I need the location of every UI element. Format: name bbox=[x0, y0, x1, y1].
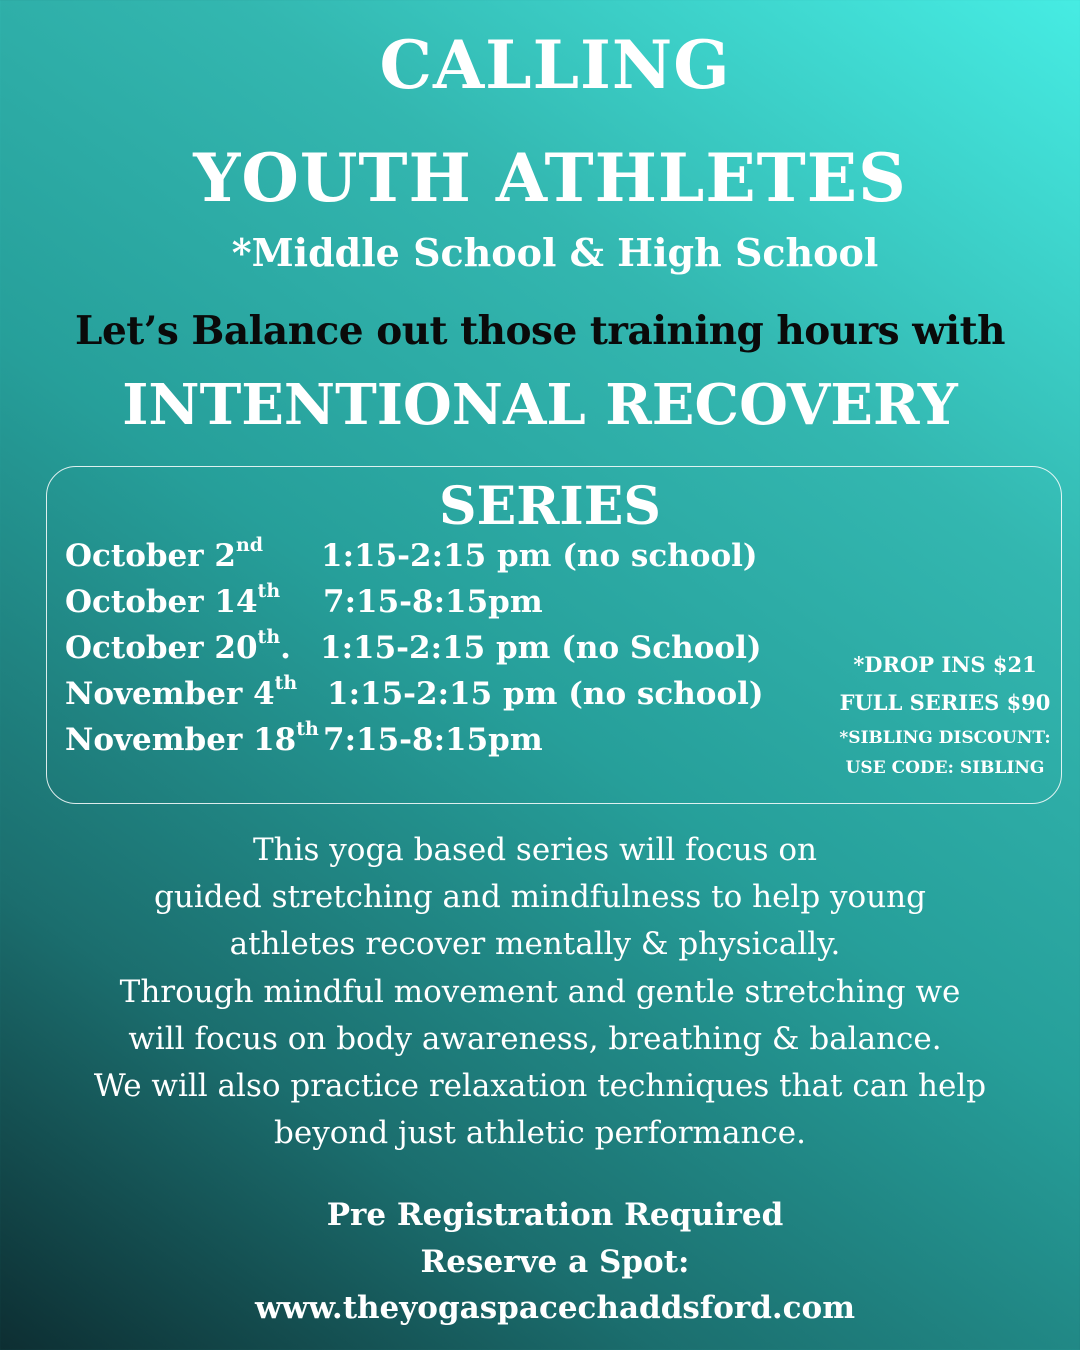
description-line: athletes recover mentally & physically. bbox=[229, 926, 841, 962]
session-time: 1:15-2:15 pm (no school) bbox=[327, 676, 764, 712]
full-series-price: FULL SERIES $90 bbox=[839, 690, 1051, 715]
session-date: November 4th bbox=[65, 672, 298, 712]
description-line: guided stretching and mindfulness to help young bbox=[154, 879, 926, 915]
drop-in-price: *DROP INS $21 bbox=[853, 652, 1037, 677]
tagline-emphasis: INTENTIONAL RECOVERY bbox=[122, 372, 958, 438]
description-line: This yoga based series will focus on bbox=[252, 832, 818, 868]
series-title: SERIES bbox=[439, 476, 661, 537]
session-time: 1:15-2:15 pm (no school) bbox=[321, 538, 758, 574]
session-time: 1:15-2:15 pm (no School) bbox=[320, 630, 762, 666]
description-line: Through mindful movement and gentle stretching we bbox=[119, 974, 961, 1010]
headline-youth-athletes: YOUTH ATHLETES bbox=[193, 139, 907, 217]
sibling-discount: *SIBLING DISCOUNT: bbox=[839, 728, 1051, 748]
description-line: will focus on body awareness, breathing & balance. bbox=[128, 1021, 942, 1057]
reserve-label: Reserve a Spot: bbox=[420, 1244, 690, 1280]
website-link[interactable]: www.theyogaspacechaddsford.com bbox=[254, 1290, 856, 1326]
discount-code: USE CODE: SIBLING bbox=[845, 758, 1045, 778]
description-line: beyond just athletic performance. bbox=[274, 1115, 806, 1151]
audience-subtitle: *Middle School & High School bbox=[231, 230, 879, 275]
session-time: 7:15-8:15pm bbox=[323, 584, 543, 620]
session-date: November 18th bbox=[65, 718, 319, 758]
tagline-lead: Let’s Balance out those training hours with bbox=[75, 308, 1005, 354]
session-date: October 20th. bbox=[65, 626, 291, 666]
headline-calling: CALLING bbox=[379, 26, 731, 104]
session-date: October 14th bbox=[65, 580, 281, 620]
session-date: October 2nd bbox=[65, 534, 264, 574]
description-line: We will also practice relaxation techniques that can help bbox=[93, 1068, 987, 1104]
session-time: 7:15-8:15pm bbox=[323, 722, 543, 758]
registration-notice: Pre Registration Required bbox=[326, 1197, 784, 1233]
